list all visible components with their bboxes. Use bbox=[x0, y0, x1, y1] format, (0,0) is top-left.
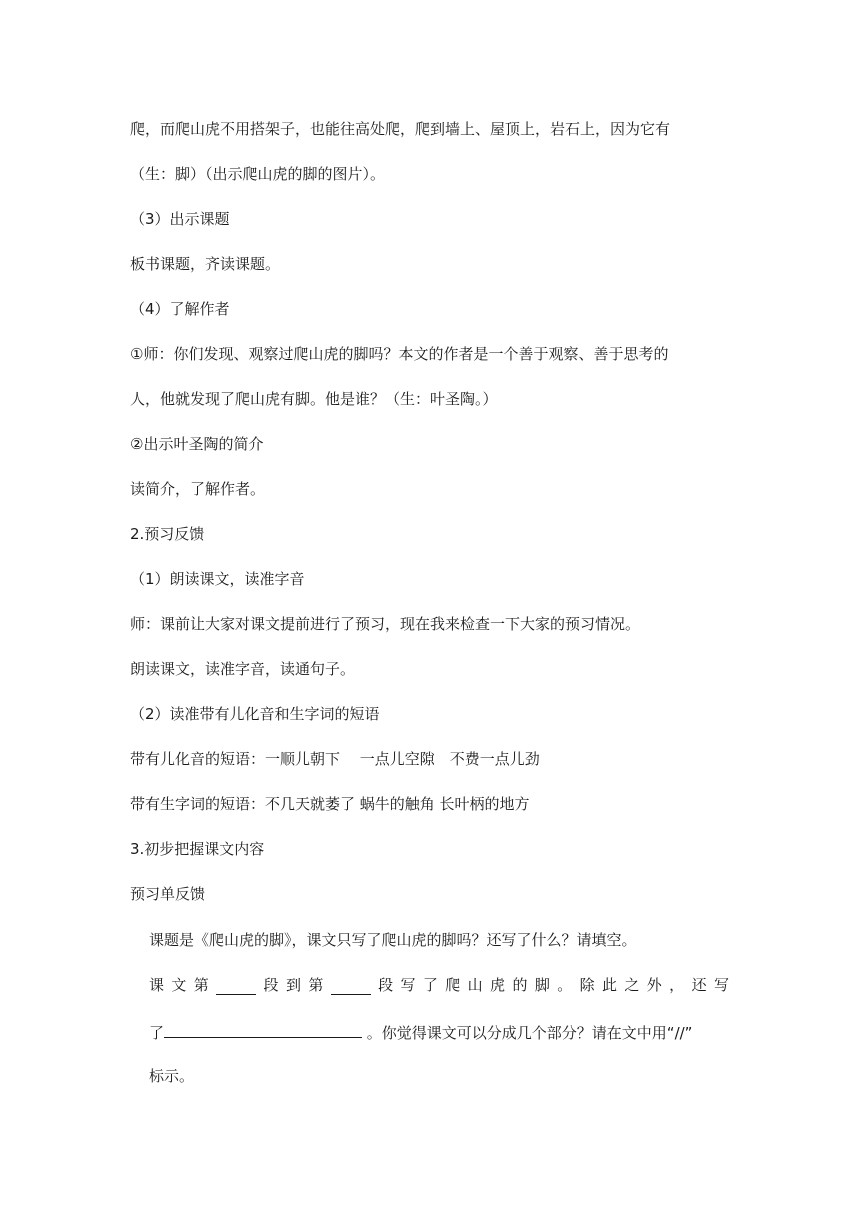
char: 文 bbox=[171, 976, 187, 994]
char: 了 bbox=[422, 976, 438, 994]
paragraph-line: 爬，而爬山虎不用搭架子，也能往高处爬，爬到墙上、屋顶上，岩石上，因为它有 bbox=[130, 120, 671, 138]
fill-blank[interactable] bbox=[216, 978, 256, 995]
paragraph-line: 人，他就发现了爬山虎有脚。他是谁？（生：叶圣陶。） bbox=[130, 390, 498, 408]
fill-in-line-3: 标示。 bbox=[149, 1067, 195, 1085]
paragraph-line: 板书课题，齐读课题。 bbox=[130, 255, 281, 273]
char: 段 bbox=[378, 976, 394, 994]
char: 段 bbox=[263, 976, 279, 994]
subheading: （2）读准带有儿化音和生字词的短语 bbox=[130, 705, 380, 723]
char: 外 bbox=[646, 976, 662, 994]
fill-blank[interactable] bbox=[331, 978, 371, 995]
line-start: 了 bbox=[149, 1024, 165, 1042]
char: 到 bbox=[285, 976, 301, 994]
char: 此 bbox=[602, 976, 618, 994]
subheading: （1）朗读课文，读准字音 bbox=[130, 570, 305, 588]
char: 的 bbox=[512, 976, 528, 994]
subheading: （4）了解作者 bbox=[130, 300, 230, 318]
char: 课 bbox=[149, 976, 165, 994]
char: 山 bbox=[467, 976, 483, 994]
char: 。 bbox=[557, 976, 573, 994]
char: 还 bbox=[691, 976, 707, 994]
paragraph-line: 带有生字词的短语：不几天就萎了 蜗牛的触角 长叶柄的地方 bbox=[130, 795, 530, 813]
paragraph-line: 预习单反馈 bbox=[130, 885, 206, 903]
fill-in-line-2 bbox=[149, 1021, 692, 1043]
section-heading: 3.初步把握课文内容 bbox=[130, 840, 265, 858]
paragraph-line: 读简介，了解作者。 bbox=[130, 480, 266, 498]
char: 第 bbox=[193, 976, 209, 994]
char: 脚 bbox=[534, 976, 550, 994]
char: 第 bbox=[308, 976, 324, 994]
subheading: （3）出示课题 bbox=[130, 210, 230, 228]
char: 爬 bbox=[445, 976, 461, 994]
char: 写 bbox=[400, 976, 416, 994]
fill-blank[interactable] bbox=[164, 1021, 362, 1038]
paragraph-line: ①师：你们发现、观察过爬山虎的脚吗？本文的作者是一个善于观察、善于思考的 bbox=[130, 345, 669, 363]
line-end: 。你觉得课文可以分成几个部分？请在文中用“//” bbox=[366, 1024, 693, 1042]
char: 除 bbox=[579, 976, 595, 994]
paragraph-line: ②出示叶圣陶的简介 bbox=[130, 435, 264, 453]
exercise-question: 课题是《爬山虎的脚》，课文只写了爬山虎的脚吗？还写了什么？请填空。 bbox=[149, 931, 637, 949]
char: 写 bbox=[713, 976, 729, 994]
paragraph-line: 师：课前让大家对课文提前进行了预习，现在我来检查一下大家的预习情况。 bbox=[130, 615, 641, 633]
paragraph-line: 带有儿化音的短语：一顺儿朝下 一点儿空隙 不费一点儿劲 bbox=[130, 750, 540, 768]
paragraph-line: 朗读课文，读准字音，读通句子。 bbox=[130, 660, 356, 678]
char: 虎 bbox=[490, 976, 506, 994]
char: ， bbox=[669, 976, 685, 994]
char: 之 bbox=[624, 976, 640, 994]
paragraph-line: （生：脚）（出示爬山虎的脚的图片）。 bbox=[130, 165, 386, 183]
fill-in-row bbox=[149, 975, 729, 995]
section-heading: 2.预习反馈 bbox=[130, 525, 205, 543]
